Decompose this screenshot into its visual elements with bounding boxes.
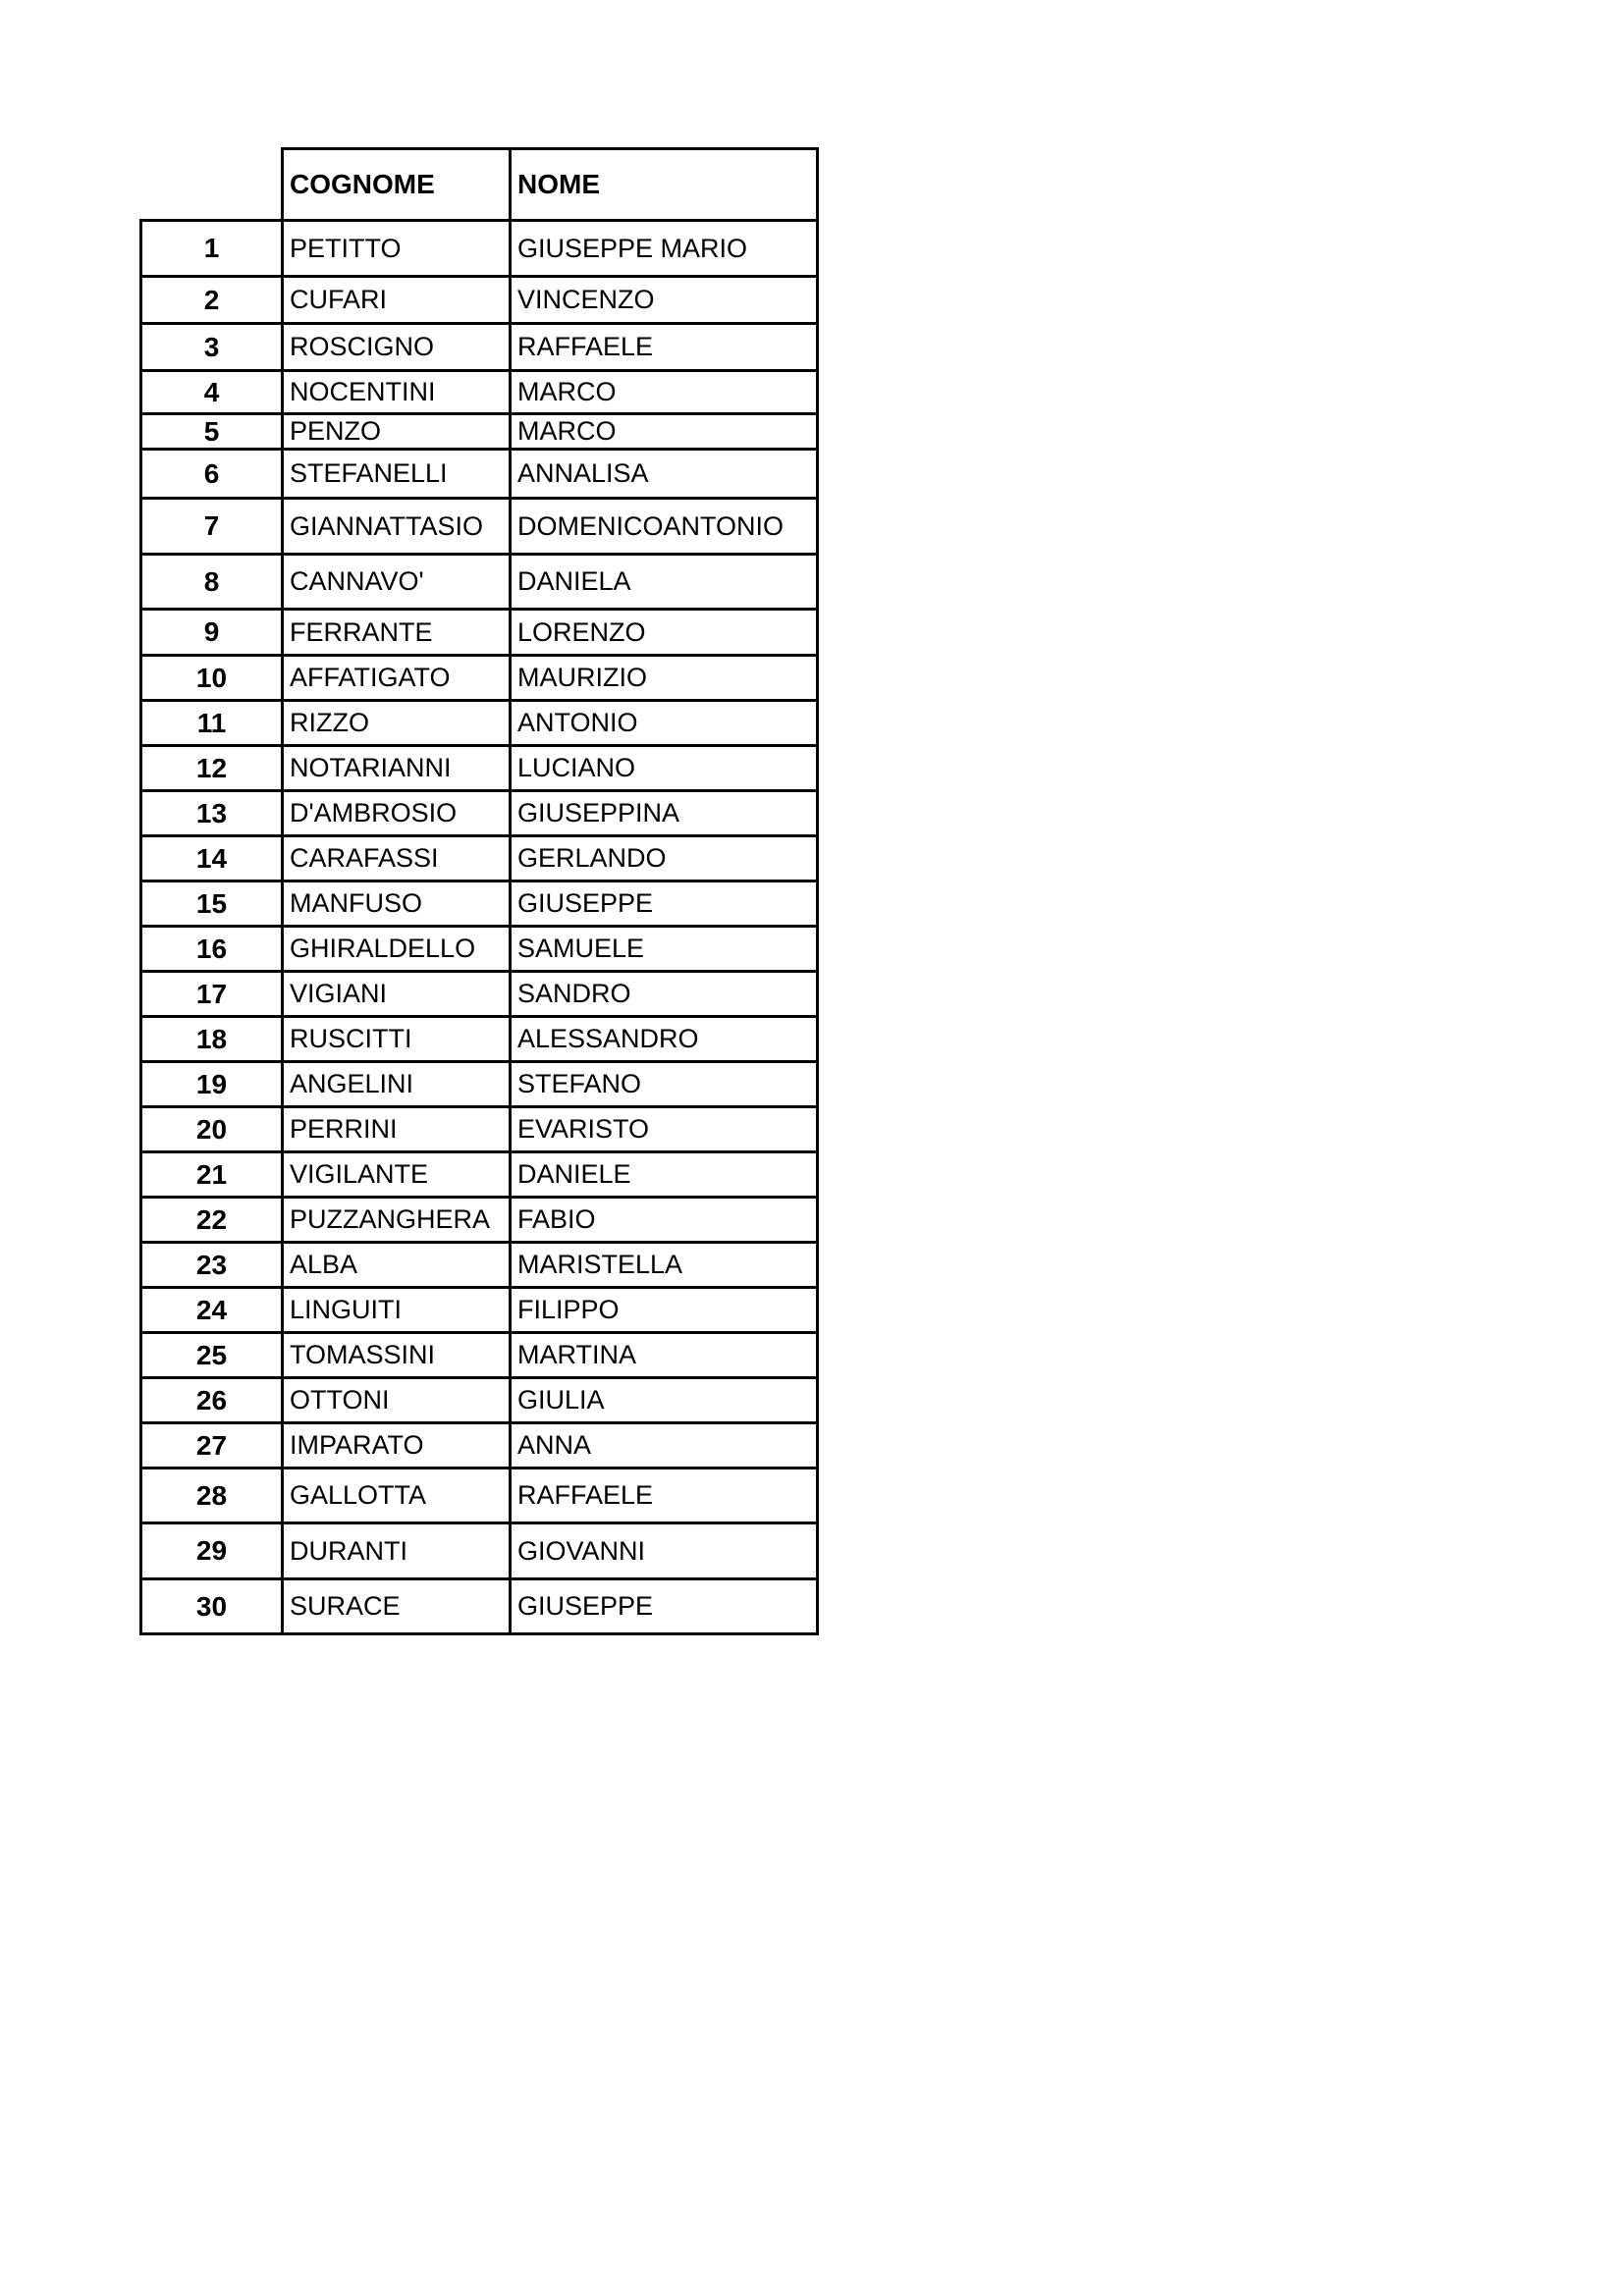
row-nome: ANNA [511,1423,818,1468]
row-nome: DANIELA [511,555,818,610]
table-row [141,972,818,1017]
row-nome: MARCO [511,414,818,450]
row-number: 11 [141,701,283,746]
row-cognome: D'AMBROSIO [283,791,511,836]
row-number: 21 [141,1152,283,1198]
row-number: 14 [141,836,283,881]
row-cognome: CARAFASSI [283,836,511,881]
row-number: 6 [141,450,283,499]
row-nome: GERLANDO [511,836,818,881]
row-nome: LUCIANO [511,746,818,791]
table-row [141,371,818,414]
table-row [141,277,818,324]
row-nome: DOMENICOANTONIO [511,499,818,555]
row-cognome: PENZO [283,414,511,450]
row-number: 10 [141,656,283,701]
row-nome: MARCO [511,371,818,414]
table-row [141,499,818,555]
row-nome: RAFFAELE [511,324,818,371]
table-row [141,1198,818,1243]
table-row [141,1243,818,1288]
row-number: 28 [141,1468,283,1523]
row-number: 13 [141,791,283,836]
table-row [141,1378,818,1423]
row-nome: VINCENZO [511,277,818,324]
row-nome: GIUSEPPE [511,881,818,927]
header-number-corner [141,149,283,221]
table-row [141,746,818,791]
table-row [141,1107,818,1152]
row-number: 16 [141,927,283,972]
table-row [141,836,818,881]
row-nome: EVARISTO [511,1107,818,1152]
table-row [141,881,818,927]
row-number: 7 [141,499,283,555]
table-row [141,1523,818,1579]
row-number: 18 [141,1017,283,1062]
table-row [141,1423,818,1468]
row-cognome: TOMASSINI [283,1333,511,1378]
row-nome: ANNALISA [511,450,818,499]
row-number: 5 [141,414,283,450]
row-number: 12 [141,746,283,791]
row-cognome: CUFARI [283,277,511,324]
row-cognome: ROSCIGNO [283,324,511,371]
header-cognome: COGNOME [283,149,511,221]
row-nome: ALESSANDRO [511,1017,818,1062]
row-number: 1 [141,221,283,277]
table-row [141,656,818,701]
row-cognome: OTTONI [283,1378,511,1423]
row-cognome: NOCENTINI [283,371,511,414]
row-cognome: CANNAVO' [283,555,511,610]
row-number: 26 [141,1378,283,1423]
row-nome: FABIO [511,1198,818,1243]
row-cognome: PERRINI [283,1107,511,1152]
table-row [141,1017,818,1062]
row-number: 23 [141,1243,283,1288]
table-row [141,610,818,656]
row-nome: GIUSEPPINA [511,791,818,836]
table-body [141,221,818,1634]
row-cognome: MANFUSO [283,881,511,927]
row-cognome: VIGIANI [283,972,511,1017]
row-number: 22 [141,1198,283,1243]
row-cognome: FERRANTE [283,610,511,656]
row-cognome: GIANNATTASIO [283,499,511,555]
table-row [141,1062,818,1107]
table-row [141,701,818,746]
table-row [141,1288,818,1333]
table-row [141,1468,818,1523]
row-nome: MARTINA [511,1333,818,1378]
row-cognome: NOTARIANNI [283,746,511,791]
row-number: 19 [141,1062,283,1107]
row-cognome: VIGILANTE [283,1152,511,1198]
table-row [141,791,818,836]
row-nome: GIOVANNI [511,1523,818,1579]
row-cognome: DURANTI [283,1523,511,1579]
row-nome: RAFFAELE [511,1468,818,1523]
row-nome: GIUSEPPE [511,1579,818,1634]
row-nome: MAURIZIO [511,656,818,701]
row-number: 27 [141,1423,283,1468]
row-number: 24 [141,1288,283,1333]
row-nome: STEFANO [511,1062,818,1107]
row-cognome: PUZZANGHERA [283,1198,511,1243]
table-row [141,1579,818,1634]
row-nome: MARISTELLA [511,1243,818,1288]
row-cognome: ANGELINI [283,1062,511,1107]
table-row [141,414,818,450]
row-nome: DANIELE [511,1152,818,1198]
row-cognome: ALBA [283,1243,511,1288]
row-number: 4 [141,371,283,414]
row-nome: GIULIA [511,1378,818,1423]
row-number: 9 [141,610,283,656]
row-nome: ANTONIO [511,701,818,746]
row-cognome: AFFATIGATO [283,656,511,701]
row-number: 29 [141,1523,283,1579]
row-number: 15 [141,881,283,927]
row-nome: FILIPPO [511,1288,818,1333]
row-nome: SANDRO [511,972,818,1017]
table-row [141,221,818,277]
row-number: 8 [141,555,283,610]
table-row [141,555,818,610]
row-cognome: STEFANELLI [283,450,511,499]
row-number: 20 [141,1107,283,1152]
row-number: 25 [141,1333,283,1378]
row-cognome: PETITTO [283,221,511,277]
row-nome: SAMUELE [511,927,818,972]
table-row [141,927,818,972]
table-row [141,1152,818,1198]
row-cognome: GHIRALDELLO [283,927,511,972]
row-number: 30 [141,1579,283,1634]
row-number: 17 [141,972,283,1017]
row-cognome: GALLOTTA [283,1468,511,1523]
table-row [141,324,818,371]
table-row [141,1333,818,1378]
row-number: 3 [141,324,283,371]
row-cognome: LINGUITI [283,1288,511,1333]
names-table [139,147,819,1635]
row-cognome: SURACE [283,1579,511,1634]
header-nome: NOME [511,149,818,221]
row-number: 2 [141,277,283,324]
table-row [141,450,818,499]
row-nome: LORENZO [511,610,818,656]
row-cognome: RIZZO [283,701,511,746]
row-nome: GIUSEPPE MARIO [511,221,818,277]
row-cognome: IMPARATO [283,1423,511,1468]
table-header-row [141,149,818,221]
row-cognome: RUSCITTI [283,1017,511,1062]
